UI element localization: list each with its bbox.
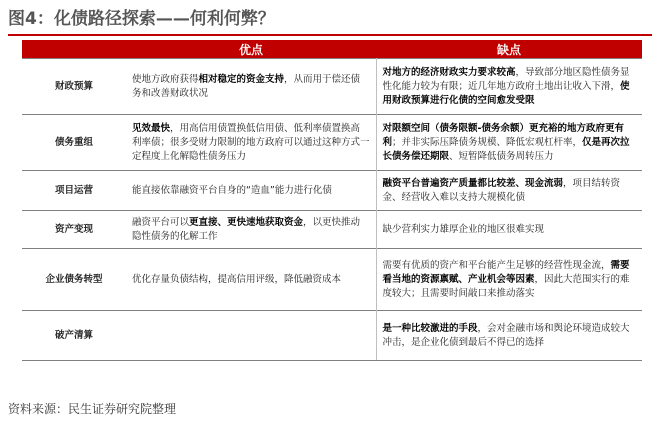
source-note: 资料来源：民生证券研究院整理 bbox=[8, 402, 177, 416]
row-cons bbox=[376, 249, 642, 311]
body-text: 、短暂降低债务周转压力 bbox=[449, 150, 554, 162]
header-cons: 缺点 bbox=[376, 40, 642, 59]
body-text: ，从而用于偿还债务和改善财政状况 bbox=[132, 73, 361, 99]
table-row bbox=[22, 171, 642, 211]
body-text: ，导致部分地区隐性债务显性化能力较为有限；近几年地方政府土地出让收入下滑， bbox=[382, 66, 630, 92]
emphasis-text: 是一种比较激进的手段 bbox=[382, 322, 478, 334]
row-category: 企业债务转型 bbox=[22, 249, 126, 311]
body-text: 融资平台可以 bbox=[132, 216, 190, 228]
emphasis-text: 见效最快 bbox=[132, 122, 171, 134]
row-pros bbox=[126, 211, 376, 249]
row-category: 项目运营 bbox=[22, 171, 126, 211]
row-category: 破产清算 bbox=[22, 311, 126, 361]
row-cons bbox=[376, 311, 642, 361]
emphasis-text: 相对稳定的资金支持 bbox=[198, 73, 285, 85]
emphasis-text: 仅是再次拉长债务偿还期限 bbox=[382, 136, 630, 162]
body-text: ，以更快推动隐性债务的化解工作 bbox=[132, 216, 361, 242]
table-row bbox=[22, 211, 642, 249]
emphasis-text: 融资平台普遍资产质量都比较差、现金流弱 bbox=[382, 177, 564, 189]
emphasis-text: 使用财政预算进行化债的空间愈发受限 bbox=[382, 80, 630, 106]
table-row bbox=[22, 249, 642, 311]
table-header-row bbox=[22, 40, 642, 59]
body-text: 缺少营利实力雄厚企业的地区很难实现 bbox=[382, 223, 545, 235]
row-cons bbox=[376, 115, 642, 171]
title-divider bbox=[8, 34, 652, 36]
row-pros bbox=[126, 311, 376, 361]
emphasis-text: 更直接、更快速地获取资金 bbox=[189, 216, 304, 228]
body-text: ，因此大范围实行的难度较大；且需要时间敲口来推动落实 bbox=[382, 273, 630, 299]
table-body bbox=[22, 59, 642, 361]
header-pros: 优点 bbox=[126, 40, 376, 59]
body-text: ；并非实际压降债务规模、降低宏观杠杆率， bbox=[392, 136, 583, 148]
body-text: 使地方政府获得 bbox=[132, 73, 199, 85]
body-text: ，用高信用债置换低信用债、低利率债置换高利率债；很多受财力限制的地方政府可以通过这种方式一定程度上化解隐性债务压力 bbox=[132, 122, 370, 162]
body-text: ，项目结转资金、经营收入难以支持大规模化债 bbox=[382, 177, 621, 203]
emphasis-text: 对限额空间（债务限额-债务余额）更充裕的地方政府更有利 bbox=[382, 122, 624, 148]
row-pros bbox=[126, 171, 376, 211]
table-row bbox=[22, 59, 642, 115]
body-text: 能直接依靠融资平台自身的“造血”能力进行化债 bbox=[132, 184, 332, 196]
comparison-table bbox=[22, 40, 642, 361]
figure-title: 图4：化债路径探索——何利何弊？ bbox=[8, 9, 275, 29]
row-cons bbox=[376, 211, 642, 249]
table-row bbox=[22, 115, 642, 171]
header-category bbox=[22, 40, 126, 59]
body-text: ，会对金融市场和舆论环境造成较大冲击，是企业化债到最后不得已的选择 bbox=[382, 322, 630, 348]
body-text: 优化存量负债结构，提高信用评级，降低融资成本 bbox=[132, 273, 342, 285]
row-cons bbox=[376, 171, 642, 211]
row-cons bbox=[376, 59, 642, 115]
emphasis-text: 需要看当地的资源禀赋、产业机会等因素 bbox=[382, 259, 630, 285]
row-category: 债务重组 bbox=[22, 115, 126, 171]
row-pros bbox=[126, 249, 376, 311]
table-row bbox=[22, 311, 642, 361]
row-pros bbox=[126, 115, 376, 171]
row-category: 财政预算 bbox=[22, 59, 126, 115]
emphasis-text: 对地方的经济财政实力要求较高 bbox=[382, 66, 516, 78]
row-pros bbox=[126, 59, 376, 115]
body-text: 需要有优质的资产和平台能产生足够的经营性现金流， bbox=[382, 259, 611, 271]
row-category: 资产变现 bbox=[22, 211, 126, 249]
